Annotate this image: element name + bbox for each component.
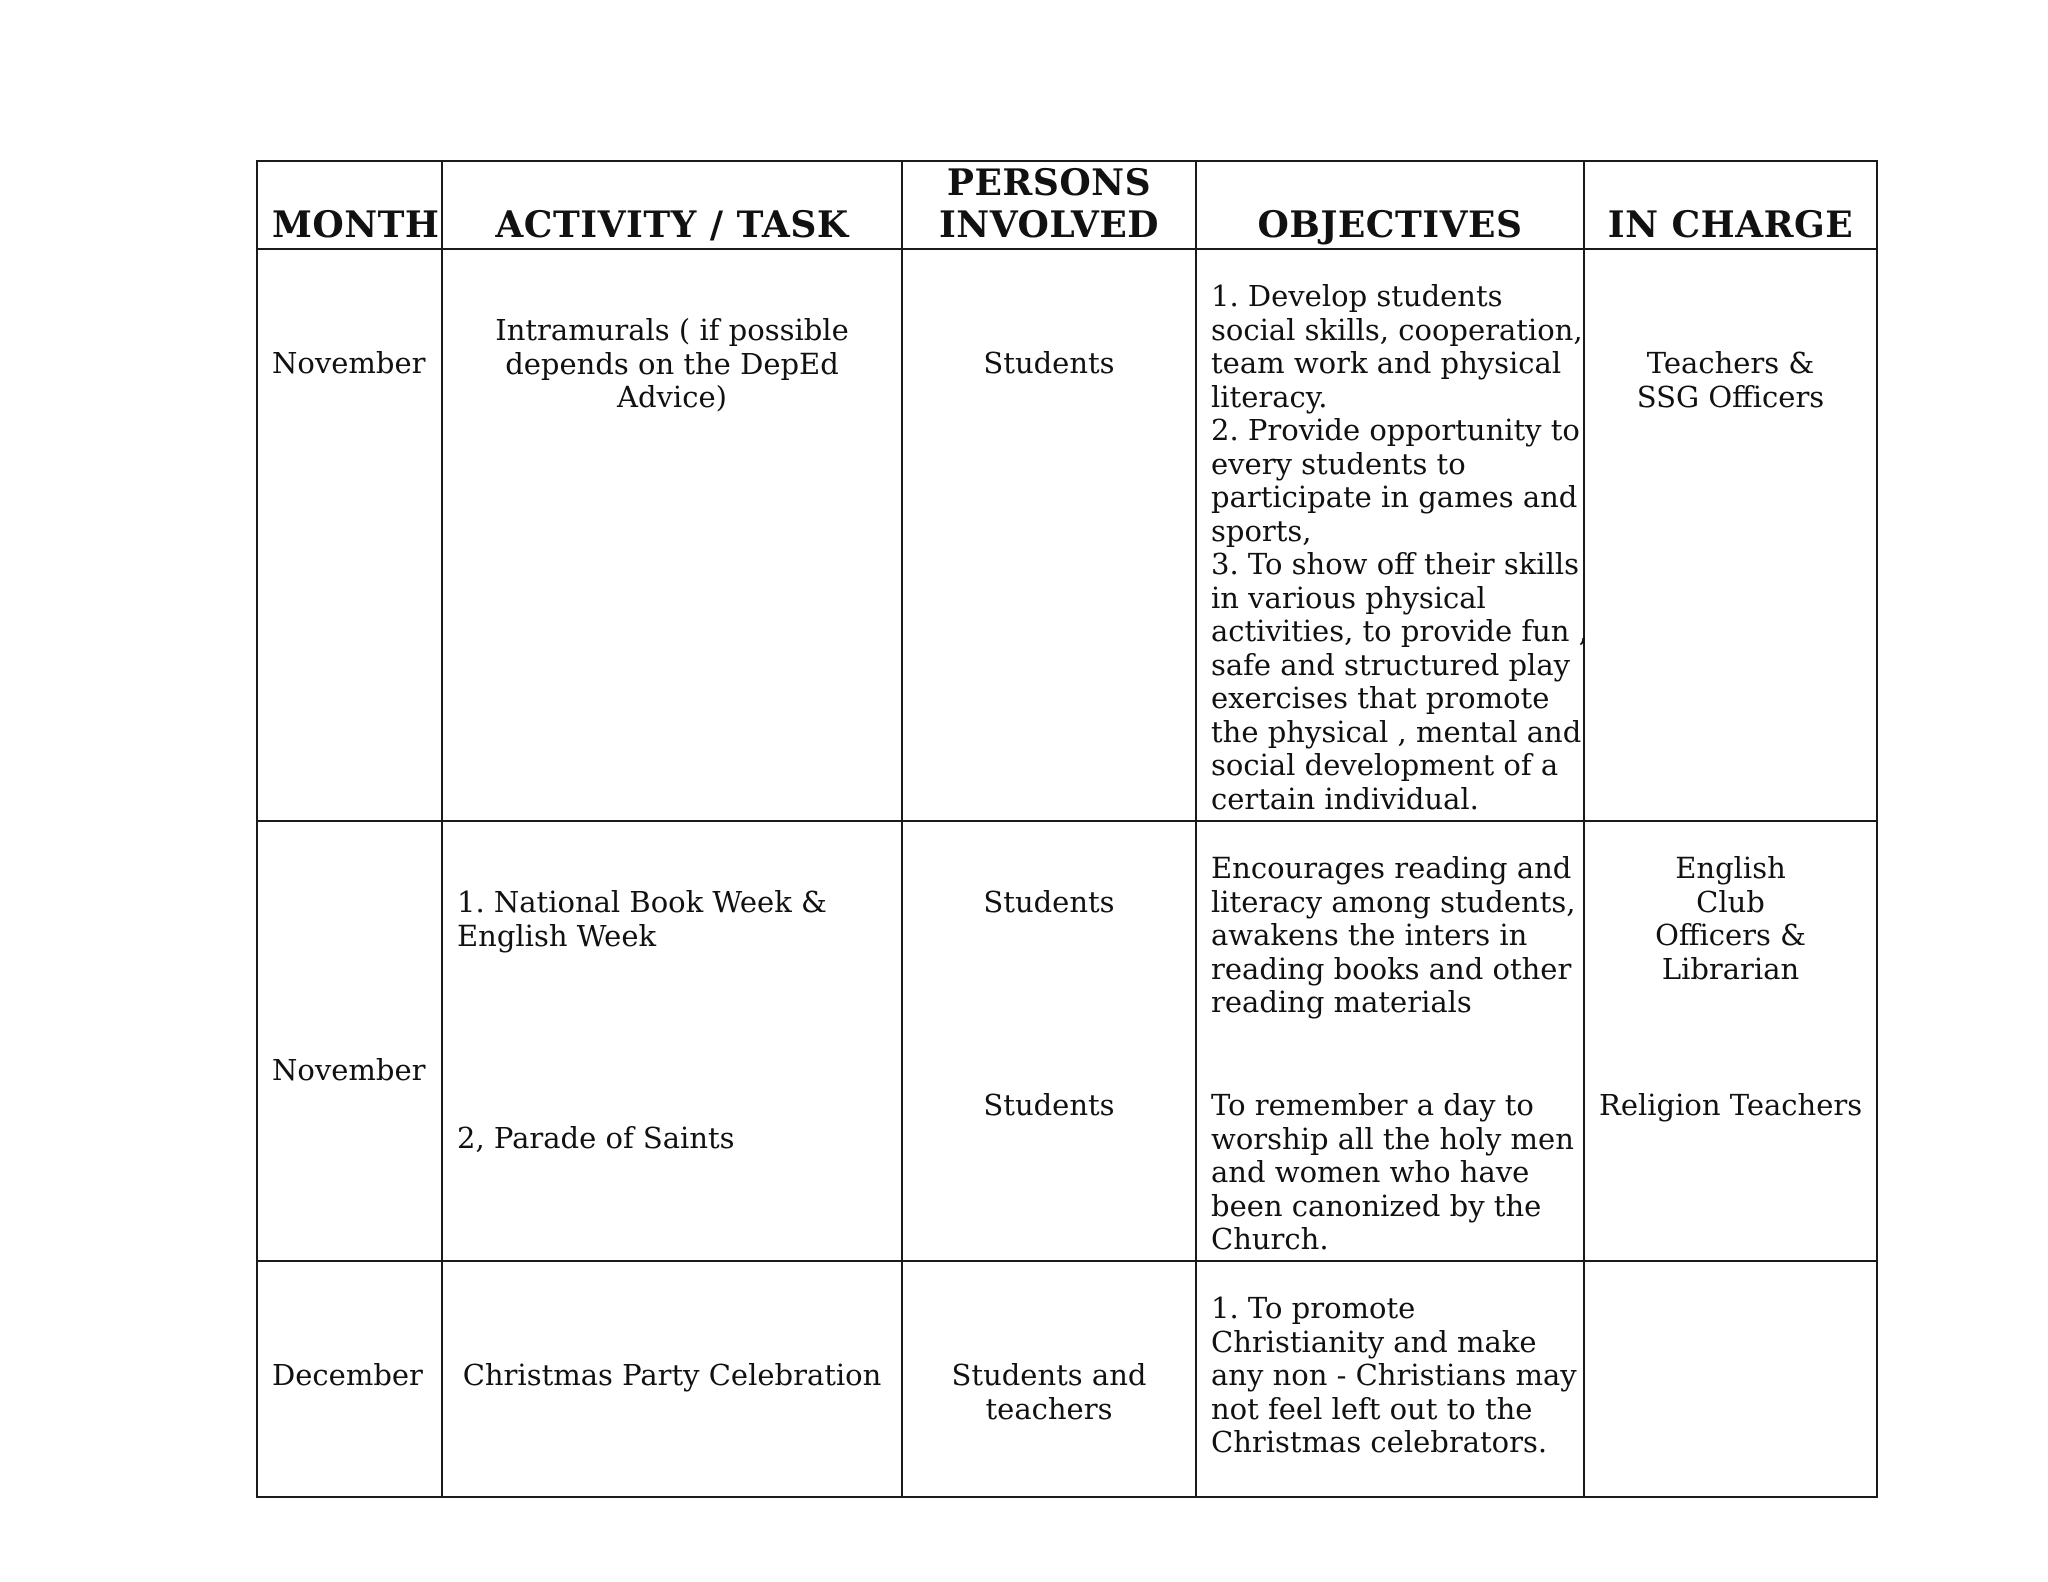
objective-line: social skills, cooperation, (1211, 312, 1583, 347)
activity-cell: Intramurals ( if possible depends on the DepEd Advice) (495, 313, 849, 414)
header-month: MONTH (257, 161, 442, 249)
month-cell: November (272, 346, 426, 380)
objective-line: Christmas celebrators. (1211, 1425, 1548, 1459)
objectives-cell (1211, 851, 1576, 1020)
objective-line: awakens the inters in (1211, 918, 1528, 952)
objective-line: 3. To show off their skills (1211, 547, 1580, 581)
header-row (257, 161, 1877, 249)
objectives-cell (1211, 250, 1588, 816)
activity-plan-table (256, 160, 1878, 1498)
table-row (257, 249, 1877, 821)
activity-cell: 1. National Book Week & English Week (457, 885, 827, 953)
objective-line: reading materials (1211, 985, 1472, 1019)
activity-cell: Christmas Party Celebration (462, 1358, 882, 1392)
header-in-charge: IN CHARGE (1584, 161, 1877, 249)
objective-line: any non - Christians may (1211, 1358, 1577, 1392)
table-row (257, 821, 1877, 1261)
header-persons-involved (902, 161, 1196, 249)
objective-line: every students to (1211, 446, 1466, 481)
objective-line: the physical , mental and (1211, 714, 1582, 749)
in-charge-cell: Teachers & SSG Officers (1636, 346, 1825, 414)
table-row (257, 1261, 1877, 1497)
objective-line: 1. Develop students (1211, 279, 1503, 313)
objective-line: and women who have (1211, 1155, 1530, 1189)
objective-line: been canonized by the (1211, 1188, 1542, 1223)
objective-line: literacy among students, (1211, 884, 1576, 919)
objective-line: participate in games and (1211, 480, 1578, 514)
month-cell: November (272, 1053, 426, 1087)
month-cell: December (272, 1358, 423, 1392)
header-objectives: OBJECTIVES (1196, 161, 1584, 249)
activity-cell: 2, Parade of Saints (457, 1121, 735, 1155)
objective-line: Church. (1211, 1222, 1329, 1256)
header-persons-line2: INVOLVED (938, 204, 1160, 246)
objective-line: Christianity and make (1211, 1324, 1537, 1359)
persons-cell: Students and teachers (951, 1358, 1147, 1426)
objectives-cell (1211, 1088, 1574, 1257)
objective-line: To remember a day to (1211, 1088, 1534, 1122)
header-persons-line1: PERSONS (946, 162, 1152, 204)
objective-line: safe and structured play (1211, 647, 1571, 682)
in-charge-cell: Religion Teachers (1599, 1088, 1863, 1122)
persons-cell: Students (983, 1088, 1115, 1122)
persons-cell: Students (983, 885, 1115, 919)
objective-line: 2. Provide opportunity to (1211, 413, 1580, 447)
header-activity: ACTIVITY / TASK (442, 161, 902, 249)
objective-line: Encourages reading and (1211, 851, 1572, 885)
objective-line: social development of a (1211, 748, 1559, 782)
objective-line: sports, (1211, 513, 1312, 548)
objective-line: certain individual. (1211, 781, 1479, 816)
objective-line: team work and physical (1211, 346, 1562, 380)
in-charge-cell: English Club Officers & Librarian (1655, 851, 1806, 986)
objectives-cell (1211, 1262, 1577, 1460)
objective-line: exercises that promote (1211, 681, 1550, 715)
objective-line: 1. To promote (1211, 1291, 1416, 1325)
persons-cell: Students (983, 346, 1115, 380)
objective-line: worship all the holy men (1211, 1121, 1574, 1156)
objective-line: activities, to provide fun , (1211, 614, 1588, 648)
objective-line: in various physical (1211, 580, 1486, 615)
objective-line: literacy. (1211, 379, 1328, 414)
objective-line: not feel left out to the (1211, 1391, 1533, 1426)
objective-line: reading books and other (1211, 951, 1572, 986)
